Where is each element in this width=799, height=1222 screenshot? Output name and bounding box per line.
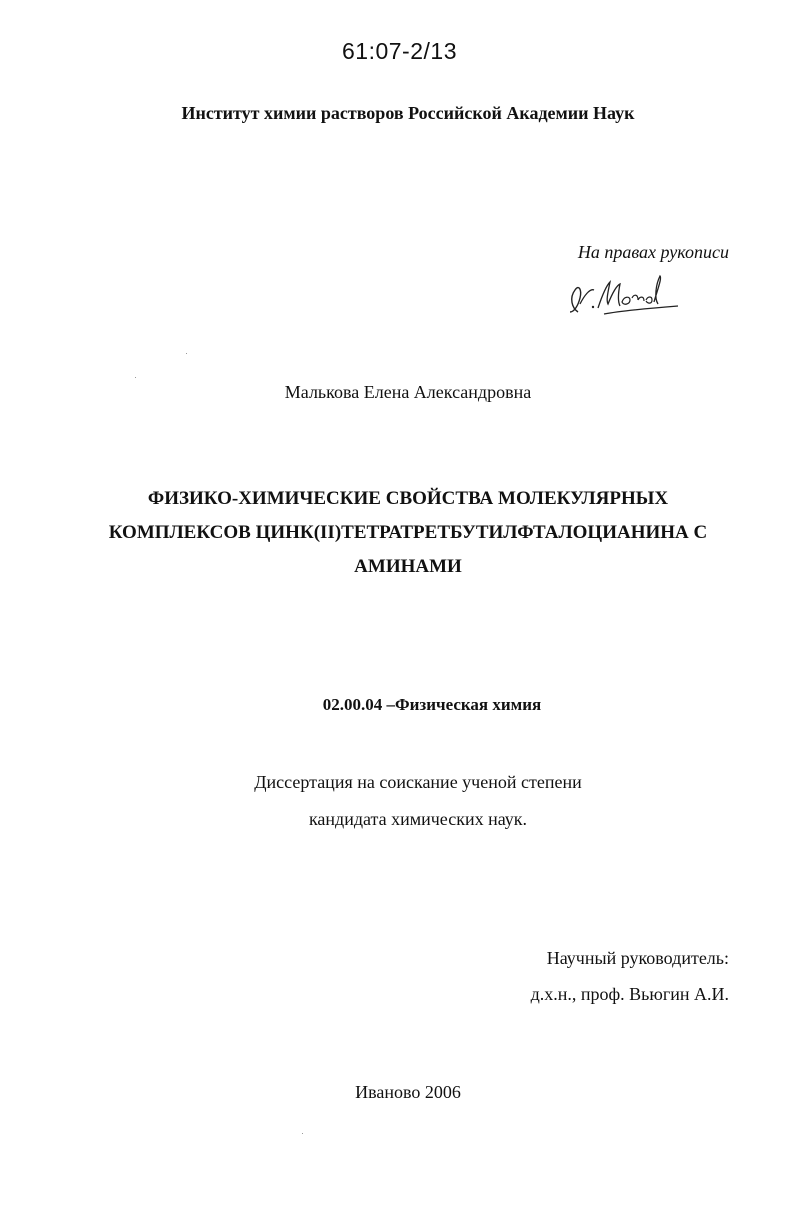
scan-speck	[186, 353, 187, 354]
author-name: Малькова Елена Александровна	[284, 382, 532, 402]
degree-line: Диссертация на соискание ученой степени	[254, 772, 582, 792]
catalog-code: 61:07-2/13	[342, 38, 457, 64]
supervisor-name: д.х.н., проф. Вьюгин А.И.	[530, 984, 729, 1004]
degree-statement	[0, 764, 799, 838]
supervisor-label: Научный руководитель:	[546, 948, 729, 968]
degree-line: кандидата химических наук.	[308, 809, 528, 829]
title-line: КОМПЛЕКСОВ ЦИНК(II)ТЕТРАТРЕТБУТИЛФТАЛОЦИАНИНА С	[108, 522, 708, 543]
rights-note: На правах рукописи	[577, 242, 729, 262]
dissertation-title	[80, 482, 736, 584]
handwritten-signature	[560, 268, 685, 320]
supervisor-block	[531, 940, 729, 1012]
title-line: АМИНАМИ	[354, 556, 462, 577]
institute-name: Институт химии растворов Российской Академии Наук	[181, 103, 635, 123]
title-line: ФИЗИКО-ХИМИЧЕСКИЕ СВОЙСТВА МОЛЕКУЛЯРНЫХ	[147, 488, 669, 509]
scan-speck	[135, 377, 136, 378]
scan-speck	[302, 1133, 303, 1134]
specialty: 02.00.04 –Физическая химия	[322, 695, 542, 714]
place-and-year: Иваново 2006	[355, 1082, 461, 1102]
